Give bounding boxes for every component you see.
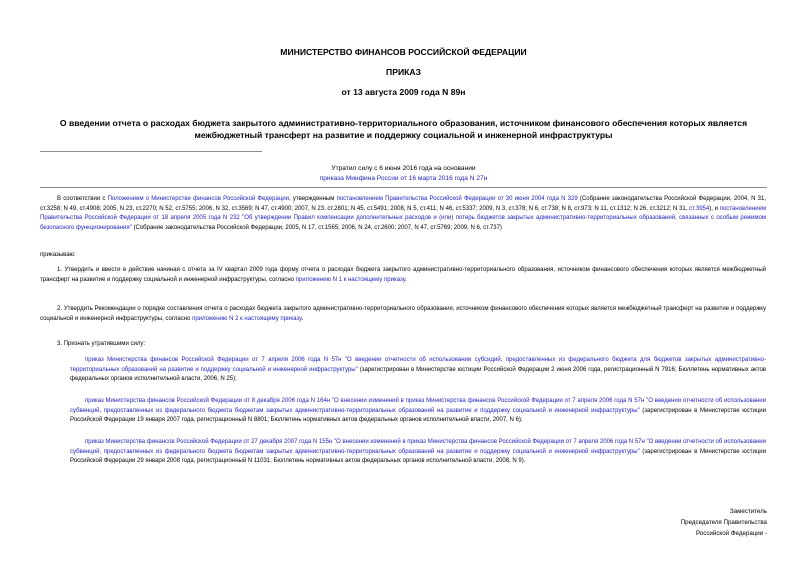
preamble-text: , утвержденным [289,196,337,202]
separator-short [40,151,262,152]
appendix-2-link[interactable]: приложению N 2 к настоящему приказу [192,315,302,322]
item-1-end: . [405,276,407,283]
preamble-paragraph [40,195,766,233]
preamble-text: (Собрание законодательства Российской Федерации, 2005, N 17, ст.1565; 2006, N 24, ст.2600; 2007, N 47, ст.5769; 2009, N 6, ст.737) [131,224,502,231]
voided-order-3-text: (зарегистрирован в Министерстве юстиции Российской Федерации 29 января 2008 года, регистрационный N 11031; Бюллетень нормативных актов федеральных органов исполнительной власти, 2008, N 9). [70,448,766,465]
item-2-paragraph [40,305,766,324]
voided-order-1 [70,356,766,385]
voided-order-2 [70,397,766,426]
regulation-link[interactable]: Положением о Министерстве финансов Российской Федерации [107,196,289,202]
item-2-end: . [301,315,304,322]
title-line-2: межбюджетный трансферт на развитие и поддержку социальной и инженерной инфраструктуры [194,130,613,140]
voided-order-1-link[interactable]: приказ Министерства финансов Российской Федерации от 7 апреля 2006 года N 57н "О введении отчетности об использовании субсидий, предоставленных из федерального бюджета для бюджетов закрытых административно-территориальных образований на развитие и поддержку социальной и инженерной инфраструктуры" [70,357,766,373]
preamble-text: В соответствии с [57,196,108,202]
signature-line-2: Председателя Правительства [680,519,767,526]
voided-order-3-link[interactable]: приказ Министерства финансов Российской Федерации от 27 декабря 2007 года N 155н "О внесении изменений в приказ Министерства финансов Российской Федерации от 7 апреля 2006 года N 57н "О введении отчетности об использовании субвенций, предоставленных из федерального бюджета бюджетам закрытых административно-территориальных образований на развитие и поддержку социальной и инженерной инфраструктуры" [70,439,766,455]
document-date-number: от 13 августа 2009 года N 89н [341,87,466,97]
status-note [0,164,807,184]
voided-order-2-link[interactable]: приказ Министерства финансов Российской Федерации от 8 декабря 2006 года N 164н "О внесении изменений в приказ Министерства финансов Российской Федерации от 7 апреля 2006 года N 57н "О введении отчетности об использовании субвенций, предоставленных из федерального бюджета бюджетам закрытых административно-территориальных образований на развитие и поддержку социальной и инженерной инфраструктуры" [70,398,766,414]
title-line-1: О введении отчета о расходах бюджета закрытого административно-территориального образования, источником финансового обеспечения которых является [59,118,748,128]
item-3-paragraph: 3. Признать утратившими силу: [57,341,145,347]
article-3954-link[interactable]: ст.3954 [689,205,710,212]
item-1-paragraph [40,266,766,285]
appendix-1-link[interactable]: приложению N 1 к настоящему приказу [295,276,406,283]
separator-full [40,187,767,188]
item-1-text: 1. Утвердить и ввести в действие начиная с отчета за IV квартал 2009 года форму отчета о расходах бюджета закрытого административно-территориального образования, источником финансового обеспечения которых является межбюджетный трансферт на развитие и поддержку социальной и инженерной инфраструктуры, согласно [40,267,766,283]
document-type: ПРИКАЗ [386,67,421,77]
document-title [40,117,767,141]
signature-line-1: Заместитель [729,508,767,515]
status-note-text: Утратил силу с 6 июня 2016 года на основании [331,165,476,172]
ministry-heading: МИНИСТЕРСТВО ФИНАНСОВ РОССИЙСКОЙ ФЕДЕРАЦИИ [280,47,527,57]
voided-order-1-text: (зарегистрирован в Министерстве юстиции Российской Федерации 2 июня 2006 года, регистрационный N 7916; Бюллетень нормативных актов федеральных органов исполнительной власти, 2006, N 25); [70,366,766,383]
preamble-text: (Собрание законодательства Российской Федерации, 2004, N 31, ст.3258; N 49, ст.4908; 2005, N 23, ст.2270; N 52, ст.5755; 2006, N 32, ст.3569; N 47, ст.4900; 2007, N 23, ст.2801; N 45, ст.5491; 2008, N 5, ст.411; N 46, ст.5337; 2009, N 3, ст.378; N 6, ст.738; N 8, ст.973; N 11, ст.1312; N 26, ст.3212; N 31, [40,196,766,212]
resolution-329-link[interactable]: постановлением Правительства Российской Федерации от 30 июня 2004 года N 329 [336,196,578,202]
status-note-link[interactable]: приказа Минфина России от 16 марта 2016 года N 27н [319,175,488,182]
signature-line-3: Российской Федерации - [695,530,767,537]
order-word: приказываю: [40,252,76,258]
preamble-text: ), и [709,205,720,212]
signature-block [607,506,767,539]
voided-order-3 [70,438,766,467]
voided-order-2-text: (зарегистрирован в Министерстве юстиции Российской Федерации 19 января 2007 года, регистрационный N 8801; Бюллетень нормативных актов федеральных органов исполнительной власти, 2007, N 6); [70,407,766,424]
resolution-232-link[interactable]: постановлением Правительства Российской Федерации от 18 апреля 2005 года N 232 "Об утверждении Правил компенсации дополнительных расходов и (или) потерь бюджетов закрытых административно-территориальных образований, связанных с особым режимом безопасного функционирования" [40,205,766,231]
item-2-text: 2. Утвердить Рекомендации о порядке составления отчета о расходах бюджета закрытого административно-территориального образования, источником финансового обеспечения которых является межбюджетный трансферт на развитие и поддержку социальной и инженерной инфраструктуры, согласно [40,306,766,322]
